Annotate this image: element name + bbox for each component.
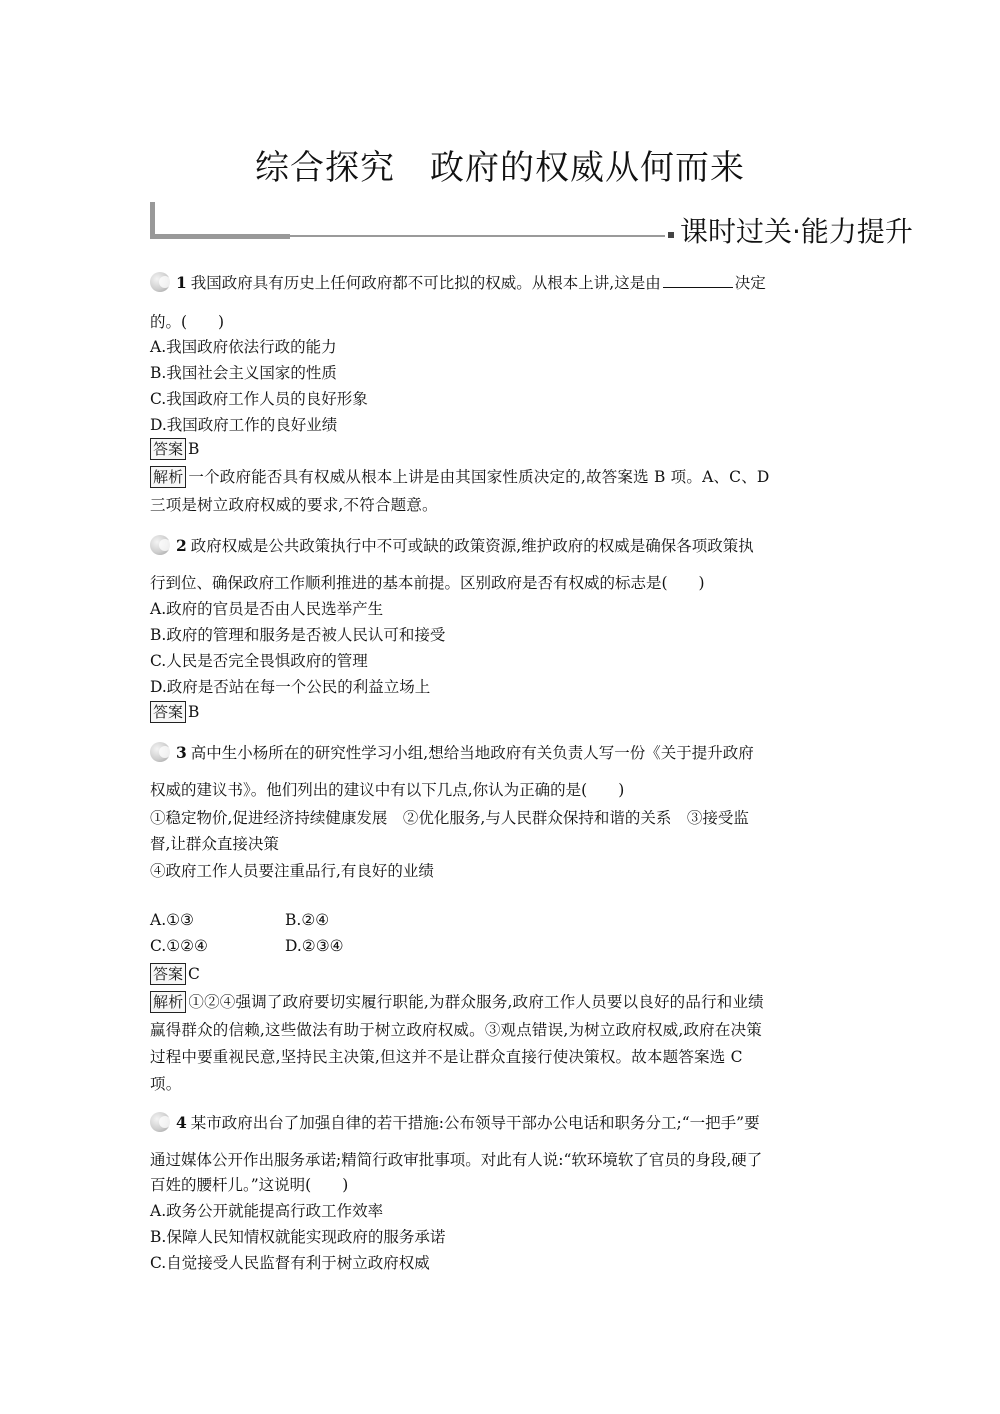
- question-bullet-icon: [150, 272, 170, 292]
- option-b: B.政府的管理和服务是否被人民认可和接受: [150, 626, 446, 644]
- question-bullet-icon: [150, 535, 170, 555]
- answer-value: B: [188, 440, 200, 458]
- analysis-row: [150, 465, 770, 488]
- stem-text: 某市政府出台了加强自律的若干措施:公布领导干部办公电话和职务分工;“一把手”要: [190, 1114, 760, 1132]
- stem-text: 的。( ): [150, 313, 225, 331]
- option-a: A.我国政府依法行政的能力: [150, 338, 337, 356]
- answer-tag: 答案: [150, 963, 186, 985]
- question-number: 4: [176, 1113, 187, 1132]
- analysis-tag: 解析: [150, 466, 186, 488]
- answer-row: [150, 701, 199, 723]
- analysis-row: [150, 990, 764, 1013]
- analysis-tag: 解析: [150, 991, 186, 1013]
- statement-item: 督,让群众直接决策: [150, 835, 279, 853]
- stem-text: 通过媒体公开作出服务承诺;精简行政审批事项。对此有人说:“软环境软了官员的身段,硬了: [150, 1151, 763, 1169]
- analysis-text: 赢得群众的信赖,这些做法有助于树立政府权威。③观点错误,为树立政府权威,政府在决策: [150, 1021, 762, 1039]
- statement-item: ④政府工作人员要注重品行,有良好的业绩: [150, 862, 434, 880]
- banner-bracket-vertical: [150, 202, 155, 238]
- option-b: B.我国社会主义国家的性质: [150, 364, 337, 382]
- banner-rule: [290, 235, 665, 237]
- section-banner: [150, 200, 913, 260]
- section-subtitle: 课时过关·能力提升: [680, 215, 913, 248]
- stem-text: 我国政府具有历史上任何政府都不可比拟的权威。从根本上讲,这是由: [190, 274, 661, 292]
- analysis-text: 过程中要重视民意,坚持民主决策,但这并不是让群众直接行使决策权。故本题答案选 C: [150, 1048, 743, 1066]
- banner-bracket-horizontal: [150, 234, 290, 239]
- option-c: C.人民是否完全畏惧政府的管理: [150, 652, 368, 670]
- option-a: A.政府的官员是否由人民选举产生: [150, 600, 384, 618]
- question-stem: [150, 1112, 760, 1132]
- option-a: A.政务公开就能提高行政工作效率: [150, 1202, 384, 1220]
- question-number: 3: [176, 743, 187, 762]
- question-number: 2: [176, 536, 187, 555]
- answer-row: [150, 963, 200, 985]
- statement-item: ①稳定物价,促进经济持续健康发展 ②优化服务,与人民群众保持和谐的关系 ③接受监: [150, 809, 749, 827]
- option-d: D.政府是否站在每一个公民的利益立场上: [150, 678, 431, 696]
- stem-text: 权威的建议书》。他们列出的建议中有以下几点,你认为正确的是( ): [150, 781, 625, 799]
- answer-tag: 答案: [150, 701, 186, 723]
- option-c: C.我国政府工作人员的良好形象: [150, 390, 368, 408]
- analysis-text: 一个政府能否具有权威从根本上讲是由其国家性质决定的,故答案选 B 项。A、C、D: [188, 468, 770, 486]
- analysis-text: 项。: [150, 1075, 182, 1093]
- stem-text: 高中生小杨所在的研究性学习小组,想给当地政府有关负责人写一份《关于提升政府: [190, 744, 754, 762]
- stem-text: 政府权威是公共政策执行中不可或缺的政策资源,维护政府的权威是确保各项政策执: [190, 537, 754, 555]
- option-d: D.②③④: [285, 937, 344, 955]
- option-d: D.我国政府工作的良好业绩: [150, 416, 338, 434]
- stem-text: 决定: [734, 274, 766, 292]
- option-b: B.保障人民知情权就能实现政府的服务承诺: [150, 1228, 446, 1246]
- answer-value: C: [188, 965, 200, 983]
- answer-row: [150, 438, 199, 460]
- answer-value: B: [188, 703, 200, 721]
- option-b: B.②④: [285, 911, 330, 929]
- question-stem: [150, 742, 754, 762]
- page-title: 综合探究 政府的权威从何而来: [255, 148, 745, 188]
- question-stem: [150, 535, 754, 555]
- option-c: C.自觉接受人民监督有利于树立政府权威: [150, 1254, 430, 1272]
- analysis-text: ①②④强调了政府要切实履行职能,为群众服务,政府工作人员要以良好的品行和业绩: [188, 993, 764, 1011]
- option-c: C.①②④: [150, 937, 208, 955]
- question-bullet-icon: [150, 1112, 170, 1132]
- question-stem: [150, 272, 766, 292]
- option-a: A.①③: [150, 911, 194, 929]
- banner-square-icon: [668, 232, 674, 238]
- question-bullet-icon: [150, 742, 170, 762]
- fill-blank: [663, 273, 733, 288]
- question-number: 1: [176, 273, 187, 292]
- stem-text: 行到位、确保政府工作顺利推进的基本前提。区别政府是否有权威的标志是( ): [150, 574, 705, 592]
- answer-tag: 答案: [150, 438, 186, 460]
- analysis-text: 三项是树立政府权威的要求,不符合题意。: [150, 496, 438, 514]
- stem-text: 百姓的腰杆儿。”这说明( ): [150, 1176, 349, 1194]
